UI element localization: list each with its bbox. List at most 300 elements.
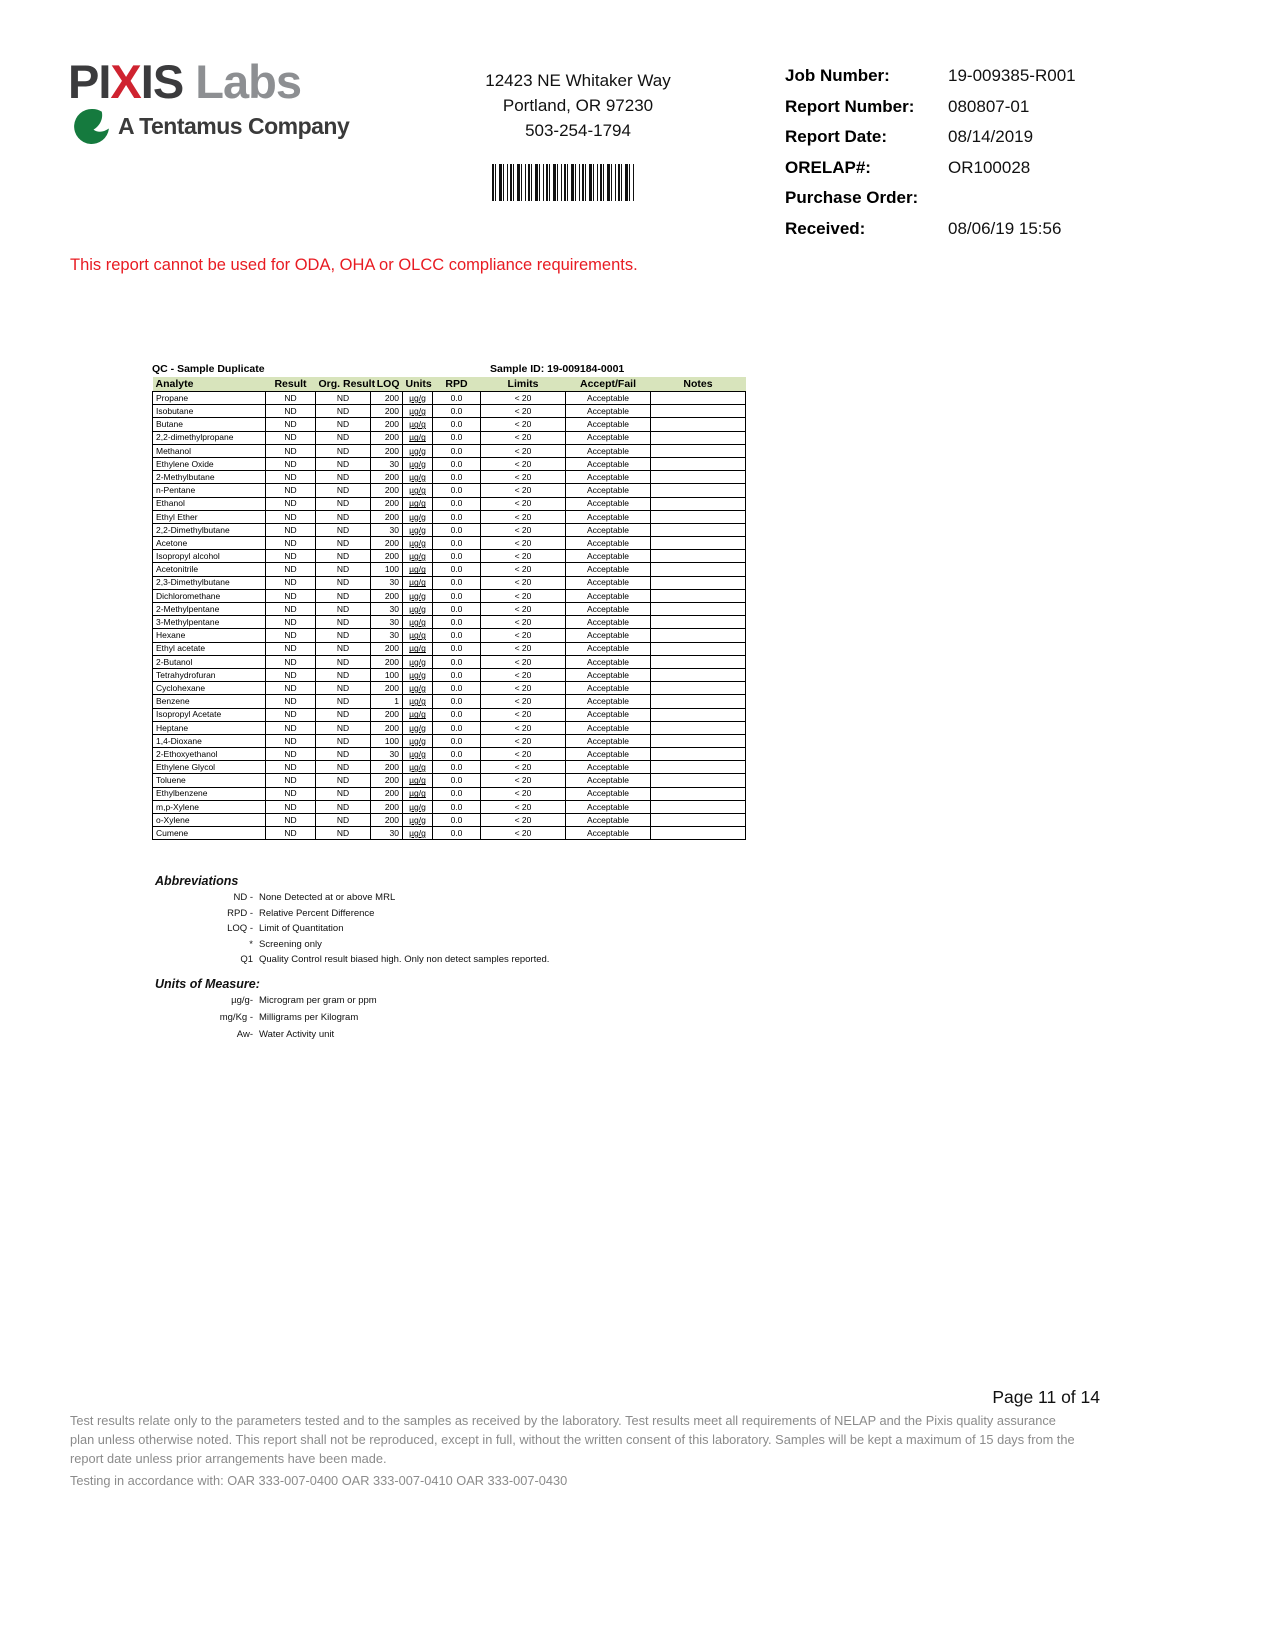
cell-loq: 100 [371,563,403,576]
cell-accept-fail: Acceptable [566,629,651,642]
cell-org-result: ND [316,682,371,695]
cell-loq: 200 [371,471,403,484]
cell-accept-fail: Acceptable [566,761,651,774]
cell-result: ND [266,774,316,787]
cell-result: ND [266,392,316,405]
cell-units: µg/g [403,655,433,668]
cell-limits: < 20 [481,761,566,774]
cell-org-result: ND [316,484,371,497]
cell-result: ND [266,682,316,695]
cell-units: µg/g [403,721,433,734]
definition-text: Screening only [259,938,322,950]
cell-rpd: 0.0 [433,603,481,616]
table-row [153,655,746,668]
cell-org-result: ND [316,537,371,550]
cell-units: µg/g [403,523,433,536]
definition-row [155,1012,377,1023]
cell-notes [651,405,746,418]
job-info-row [785,158,1185,189]
cell-org-result: ND [316,444,371,457]
cell-units: µg/g [403,484,433,497]
cell-org-result: ND [316,721,371,734]
cell-limits: < 20 [481,484,566,497]
logo-text-labs: Labs [183,55,301,108]
sample-id: Sample ID: 19-009184-0001 [490,363,625,375]
cell-accept-fail: Acceptable [566,550,651,563]
job-info [785,66,1185,249]
col-header-loq: LOQ [371,377,403,392]
cell-units: µg/g [403,708,433,721]
cell-org-result: ND [316,616,371,629]
definition-text: None Detected at or above MRL [259,892,396,903]
cell-notes [651,563,746,576]
col-header-result: Result [266,377,316,392]
cell-org-result: ND [316,800,371,813]
cell-loq: 30 [371,616,403,629]
tentamus-leaf-icon [74,108,111,145]
units-heading: Units of Measure: [155,977,260,991]
cell-accept-fail: Acceptable [566,444,651,457]
definition-term: * [249,938,253,950]
cell-notes [651,668,746,681]
cell-accept-fail: Acceptable [566,721,651,734]
cell-limits: < 20 [481,774,566,787]
cell-result: ND [266,418,316,431]
cell-analyte: Cyclohexane [153,682,266,695]
cell-org-result: ND [316,734,371,747]
cell-units: µg/g [403,457,433,470]
cell-org-result: ND [316,774,371,787]
cell-limits: < 20 [481,616,566,629]
cell-rpd: 0.0 [433,444,481,457]
logo-text-x: X [110,55,141,108]
cell-org-result: ND [316,655,371,668]
table-row [153,827,746,840]
cell-notes [651,774,746,787]
cell-loq: 30 [371,576,403,589]
cell-analyte: n-Pentane [153,484,266,497]
cell-limits: < 20 [481,523,566,536]
cell-analyte: Isopropyl alcohol [153,550,266,563]
cell-limits: < 20 [481,510,566,523]
cell-result: ND [266,642,316,655]
cell-notes [651,576,746,589]
cell-org-result: ND [316,814,371,827]
cell-limits: < 20 [481,642,566,655]
definition-term: Q1 [240,954,253,965]
cell-rpd: 0.0 [433,761,481,774]
address-line-3: 503-254-1794 [525,121,631,140]
footer-testing-accordance: Testing in accordance with: OAR 333-007-0400 OAR 333-007-0410 OAR 333-007-0430 [70,1473,568,1488]
page-number: Page 11 of 14 [992,1387,1100,1407]
cell-units: µg/g [403,734,433,747]
cell-loq: 30 [371,629,403,642]
cell-analyte: Acetone [153,537,266,550]
cell-limits: < 20 [481,827,566,840]
cell-analyte: Ethylbenzene [153,787,266,800]
table-row [153,392,746,405]
cell-org-result: ND [316,748,371,761]
definition-text: Water Activity unit [259,1029,335,1040]
cell-limits: < 20 [481,392,566,405]
cell-result: ND [266,537,316,550]
compliance-notice: This report cannot be used for ODA, OHA or OLCC compliance requirements. [70,256,638,274]
definition-text: Quality Control result biased high. Only non detect samples reported. [259,954,550,965]
cell-limits: < 20 [481,405,566,418]
cell-limits: < 20 [481,629,566,642]
cell-accept-fail: Acceptable [566,537,651,550]
cell-accept-fail: Acceptable [566,523,651,536]
cell-units: µg/g [403,814,433,827]
cell-analyte: Methanol [153,444,266,457]
cell-result: ND [266,800,316,813]
job-info-row [785,97,1185,128]
cell-limits: < 20 [481,800,566,813]
cell-rpd: 0.0 [433,734,481,747]
cell-rpd: 0.0 [433,405,481,418]
cell-org-result: ND [316,603,371,616]
definition-text: Limit of Quantitation [259,923,344,934]
col-header-notes: Notes [651,377,746,392]
cell-accept-fail: Acceptable [566,392,651,405]
cell-units: µg/g [403,827,433,840]
table-row [153,497,746,510]
cell-result: ND [266,457,316,470]
table-row [153,457,746,470]
cell-result: ND [266,431,316,444]
job-info-label: ORELAP#: [785,157,871,177]
table-row [153,484,746,497]
qc-table-titlebar [152,361,745,377]
cell-rpd: 0.0 [433,510,481,523]
cell-loq: 30 [371,827,403,840]
cell-result: ND [266,484,316,497]
cell-org-result: ND [316,827,371,840]
col-header-rpd: RPD [433,377,481,392]
cell-loq: 200 [371,642,403,655]
cell-loq: 200 [371,418,403,431]
table-row [153,734,746,747]
cell-result: ND [266,668,316,681]
cell-rpd: 0.0 [433,616,481,629]
cell-loq: 200 [371,550,403,563]
cell-org-result: ND [316,589,371,602]
job-info-label: Purchase Order: [785,188,919,207]
cell-loq: 200 [371,405,403,418]
cell-loq: 1 [371,695,403,708]
cell-org-result: ND [316,550,371,563]
cell-units: µg/g [403,603,433,616]
cell-org-result: ND [316,471,371,484]
definition-text: Milligrams per Kilogram [259,1012,359,1023]
table-row [153,405,746,418]
job-info-value: 19-009385-R001 [948,66,1076,85]
cell-units: µg/g [403,405,433,418]
cell-limits: < 20 [481,708,566,721]
cell-rpd: 0.0 [433,774,481,787]
qc-table-title: QC - Sample Duplicate [152,363,265,375]
cell-limits: < 20 [481,787,566,800]
cell-units: µg/g [403,589,433,602]
cell-rpd: 0.0 [433,642,481,655]
cell-rpd: 0.0 [433,471,481,484]
table-row [153,589,746,602]
cell-accept-fail: Acceptable [566,695,651,708]
cell-units: µg/g [403,563,433,576]
cell-rpd: 0.0 [433,655,481,668]
table-row [153,603,746,616]
cell-rpd: 0.0 [433,550,481,563]
cell-units: µg/g [403,616,433,629]
cell-analyte: Tetrahydrofuran [153,668,266,681]
cell-analyte: Propane [153,392,266,405]
cell-units: µg/g [403,444,433,457]
cell-org-result: ND [316,431,371,444]
cell-units: µg/g [403,550,433,563]
logo-tagline [74,108,349,145]
cell-notes [651,814,746,827]
logo-text-is: IS [140,55,184,108]
cell-org-result: ND [316,668,371,681]
cell-limits: < 20 [481,734,566,747]
table-row [153,523,746,536]
qc-header-row [153,377,746,392]
cell-units: µg/g [403,642,433,655]
cell-limits: < 20 [481,695,566,708]
cell-org-result: ND [316,405,371,418]
cell-accept-fail: Acceptable [566,471,651,484]
cell-analyte: Hexane [153,629,266,642]
cell-accept-fail: Acceptable [566,708,651,721]
cell-notes [651,655,746,668]
cell-analyte: Dichloromethane [153,589,266,602]
cell-notes [651,444,746,457]
cell-analyte: Ethanol [153,497,266,510]
cell-limits: < 20 [481,748,566,761]
cell-limits: < 20 [481,603,566,616]
cell-accept-fail: Acceptable [566,774,651,787]
cell-rpd: 0.0 [433,814,481,827]
cell-loq: 200 [371,774,403,787]
cell-limits: < 20 [481,721,566,734]
cell-notes [651,471,746,484]
table-row [153,708,746,721]
cell-notes [651,708,746,721]
cell-limits: < 20 [481,814,566,827]
definition-term: RPD - [227,907,253,919]
cell-notes [651,734,746,747]
cell-units: µg/g [403,471,433,484]
cell-notes [651,629,746,642]
cell-analyte: 2,2-Dimethylbutane [153,523,266,536]
cell-loq: 30 [371,748,403,761]
table-row [153,616,746,629]
cell-org-result: ND [316,392,371,405]
cell-result: ND [266,761,316,774]
cell-org-result: ND [316,695,371,708]
table-row [153,642,746,655]
cell-units: µg/g [403,800,433,813]
cell-limits: < 20 [481,655,566,668]
cell-org-result: ND [316,629,371,642]
cell-result: ND [266,655,316,668]
table-row [153,761,746,774]
cell-result: ND [266,734,316,747]
definition-term: ND - [233,892,253,903]
job-info-row [785,219,1185,250]
cell-rpd: 0.0 [433,708,481,721]
cell-accept-fail: Acceptable [566,497,651,510]
cell-notes [651,484,746,497]
units-of-measure-section [155,977,377,1046]
cell-notes [651,761,746,774]
cell-result: ND [266,827,316,840]
cell-notes [651,510,746,523]
cell-accept-fail: Acceptable [566,748,651,761]
cell-result: ND [266,814,316,827]
cell-rpd: 0.0 [433,682,481,695]
definition-term: mg/Kg - [219,1012,253,1023]
abbreviations-heading: Abbreviations [155,874,239,888]
table-row [153,418,746,431]
cell-loq: 200 [371,655,403,668]
logo-text-pi: PI [68,55,111,108]
cell-limits: < 20 [481,457,566,470]
cell-limits: < 20 [481,471,566,484]
table-row [153,682,746,695]
definition-row [155,923,549,934]
cell-notes [651,418,746,431]
cell-analyte: 2-Methylbutane [153,471,266,484]
cell-accept-fail: Acceptable [566,800,651,813]
cell-result: ND [266,787,316,800]
cell-rpd: 0.0 [433,537,481,550]
cell-notes [651,589,746,602]
definition-row [155,908,549,919]
cell-accept-fail: Acceptable [566,603,651,616]
qc-sample-duplicate-section [152,361,745,840]
cell-loq: 200 [371,484,403,497]
cell-accept-fail: Acceptable [566,827,651,840]
footer-disclaimer: Test results relate only to the parameters tested and to the samples as received by the laboratory. Test results meet all requirements of NELAP and the Pixis quality assurance plan unless otherwise noted. This report shall not be reproduced, except in full, without the written consent of this laboratory. Samples will be kept a maximum of 15 days from the report date unless prior arrangements have been made. [70,1413,1075,1466]
definition-term: µg/g- [231,995,253,1006]
cell-notes [651,800,746,813]
abbreviations-list [155,892,549,965]
table-row [153,668,746,681]
cell-accept-fail: Acceptable [566,642,651,655]
table-row [153,550,746,563]
table-row [153,444,746,457]
cell-accept-fail: Acceptable [566,668,651,681]
job-info-label: Received: [785,218,866,238]
cell-notes [651,431,746,444]
cell-units: µg/g [403,497,433,510]
cell-loq: 200 [371,814,403,827]
cell-accept-fail: Acceptable [566,589,651,602]
cell-rpd: 0.0 [433,695,481,708]
col-header-analyte: Analyte [153,377,266,392]
definition-text: Relative Percent Difference [259,907,375,919]
cell-units: µg/g [403,682,433,695]
lab-address [453,68,703,143]
cell-notes [651,642,746,655]
table-row [153,748,746,761]
cell-result: ND [266,695,316,708]
cell-result: ND [266,576,316,589]
cell-loq: 200 [371,589,403,602]
cell-result: ND [266,589,316,602]
cell-loq: 100 [371,668,403,681]
cell-notes [651,695,746,708]
cell-result: ND [266,721,316,734]
cell-limits: < 20 [481,444,566,457]
cell-accept-fail: Acceptable [566,484,651,497]
cell-analyte: m,p-Xylene [153,800,266,813]
cell-analyte: Ethylene Oxide [153,457,266,470]
cell-units: µg/g [403,774,433,787]
cell-result: ND [266,550,316,563]
address-line-1: 12423 NE Whitaker Way [485,71,671,90]
table-row [153,471,746,484]
cell-result: ND [266,629,316,642]
table-row [153,537,746,550]
cell-accept-fail: Acceptable [566,510,651,523]
barcode-icon [492,164,635,201]
job-info-value: 08/06/19 15:56 [948,218,1062,238]
cell-accept-fail: Acceptable [566,734,651,747]
cell-analyte: Toluene [153,774,266,787]
cell-limits: < 20 [481,576,566,589]
cell-rpd: 0.0 [433,484,481,497]
cell-analyte: Ethylene Glycol [153,761,266,774]
cell-units: µg/g [403,748,433,761]
cell-org-result: ND [316,708,371,721]
col-header-org-result: Org. Result [316,377,371,392]
cell-rpd: 0.0 [433,827,481,840]
cell-accept-fail: Acceptable [566,576,651,589]
cell-result: ND [266,497,316,510]
cell-org-result: ND [316,457,371,470]
table-row [153,721,746,734]
cell-result: ND [266,523,316,536]
cell-accept-fail: Acceptable [566,682,651,695]
cell-analyte: Isobutane [153,405,266,418]
cell-accept-fail: Acceptable [566,616,651,629]
cell-analyte: o-Xylene [153,814,266,827]
cell-analyte: Acetonitrile [153,563,266,576]
cell-units: µg/g [403,576,433,589]
cell-loq: 200 [371,537,403,550]
cell-analyte: 2-Butanol [153,655,266,668]
table-row [153,814,746,827]
definition-row [155,954,549,965]
cell-loq: 100 [371,734,403,747]
cell-org-result: ND [316,497,371,510]
job-info-row [785,66,1185,97]
cell-rpd: 0.0 [433,418,481,431]
job-info-label: Report Date: [785,127,888,146]
cell-analyte: 2,2-dimethylpropane [153,431,266,444]
cell-result: ND [266,748,316,761]
cell-org-result: ND [316,523,371,536]
cell-analyte: Ethyl acetate [153,642,266,655]
cell-notes [651,392,746,405]
cell-analyte: Ethyl Ether [153,510,266,523]
table-row [153,774,746,787]
cell-loq: 30 [371,457,403,470]
cell-org-result: ND [316,563,371,576]
col-header-units: Units [403,377,433,392]
